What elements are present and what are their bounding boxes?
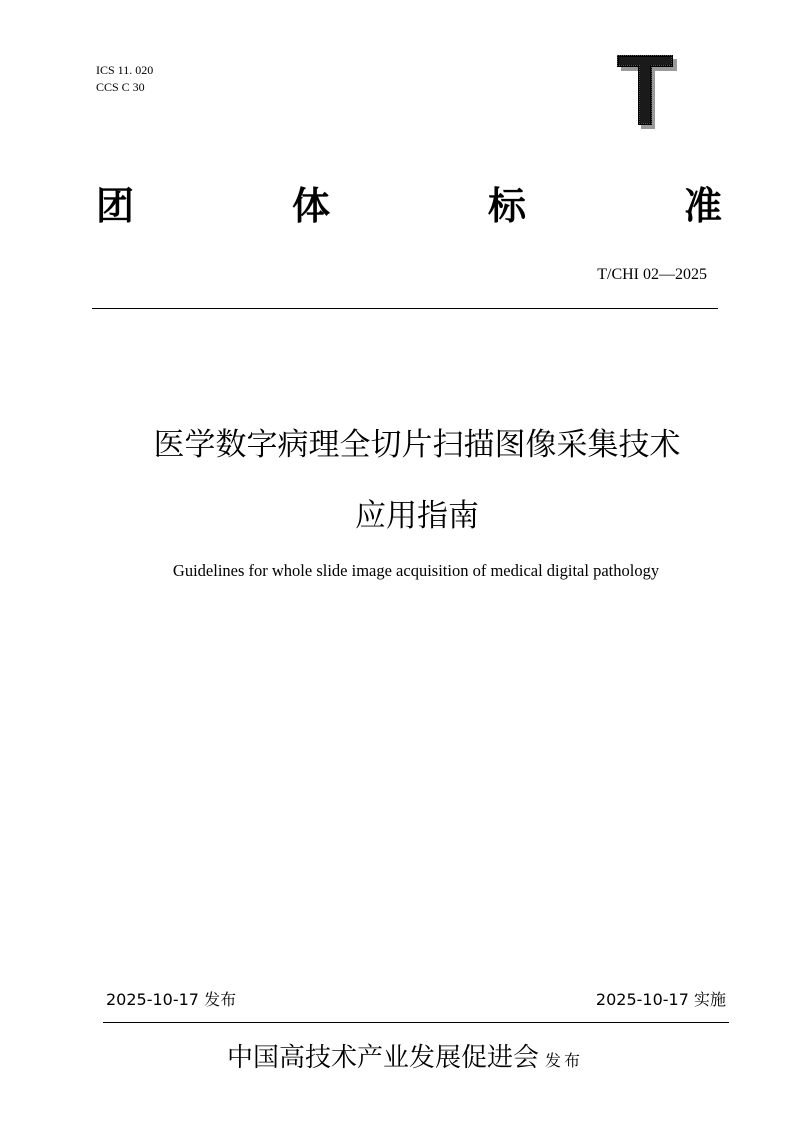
ics-code: ICS 11. 020 — [96, 63, 154, 77]
standard-type-char: 团 — [96, 184, 135, 228]
standard-type-char: 标 — [487, 184, 526, 228]
publisher-suffix: 发布 — [545, 1051, 584, 1070]
standard-type-char: 准 — [683, 184, 722, 228]
ccs-code: CCS C 30 — [96, 80, 145, 94]
title-en: Guidelines for whole slide image acquisition of medical digital pathology — [172, 561, 660, 580]
implementation-date: 2025-10-17 实施 — [595, 990, 726, 1009]
standard-type-heading — [96, 182, 722, 230]
classification-codes — [96, 62, 153, 96]
publisher-name: 中国高技术产业发展促进会 — [226, 1043, 539, 1073]
standard-number: T/CHI 02—2025 — [597, 266, 707, 283]
title-zh-line-1: 医学数字病理全切片扫描图像采集技术 — [153, 427, 681, 463]
standard-t-mark-icon — [617, 55, 677, 129]
footer-divider — [103, 1022, 729, 1023]
title-zh-line-2: 应用指南 — [355, 498, 479, 534]
publisher — [0, 1040, 800, 1079]
issue-date: 2025-10-17 发布 — [106, 990, 237, 1009]
header-divider — [92, 308, 718, 309]
standard-type-char: 体 — [291, 184, 330, 228]
